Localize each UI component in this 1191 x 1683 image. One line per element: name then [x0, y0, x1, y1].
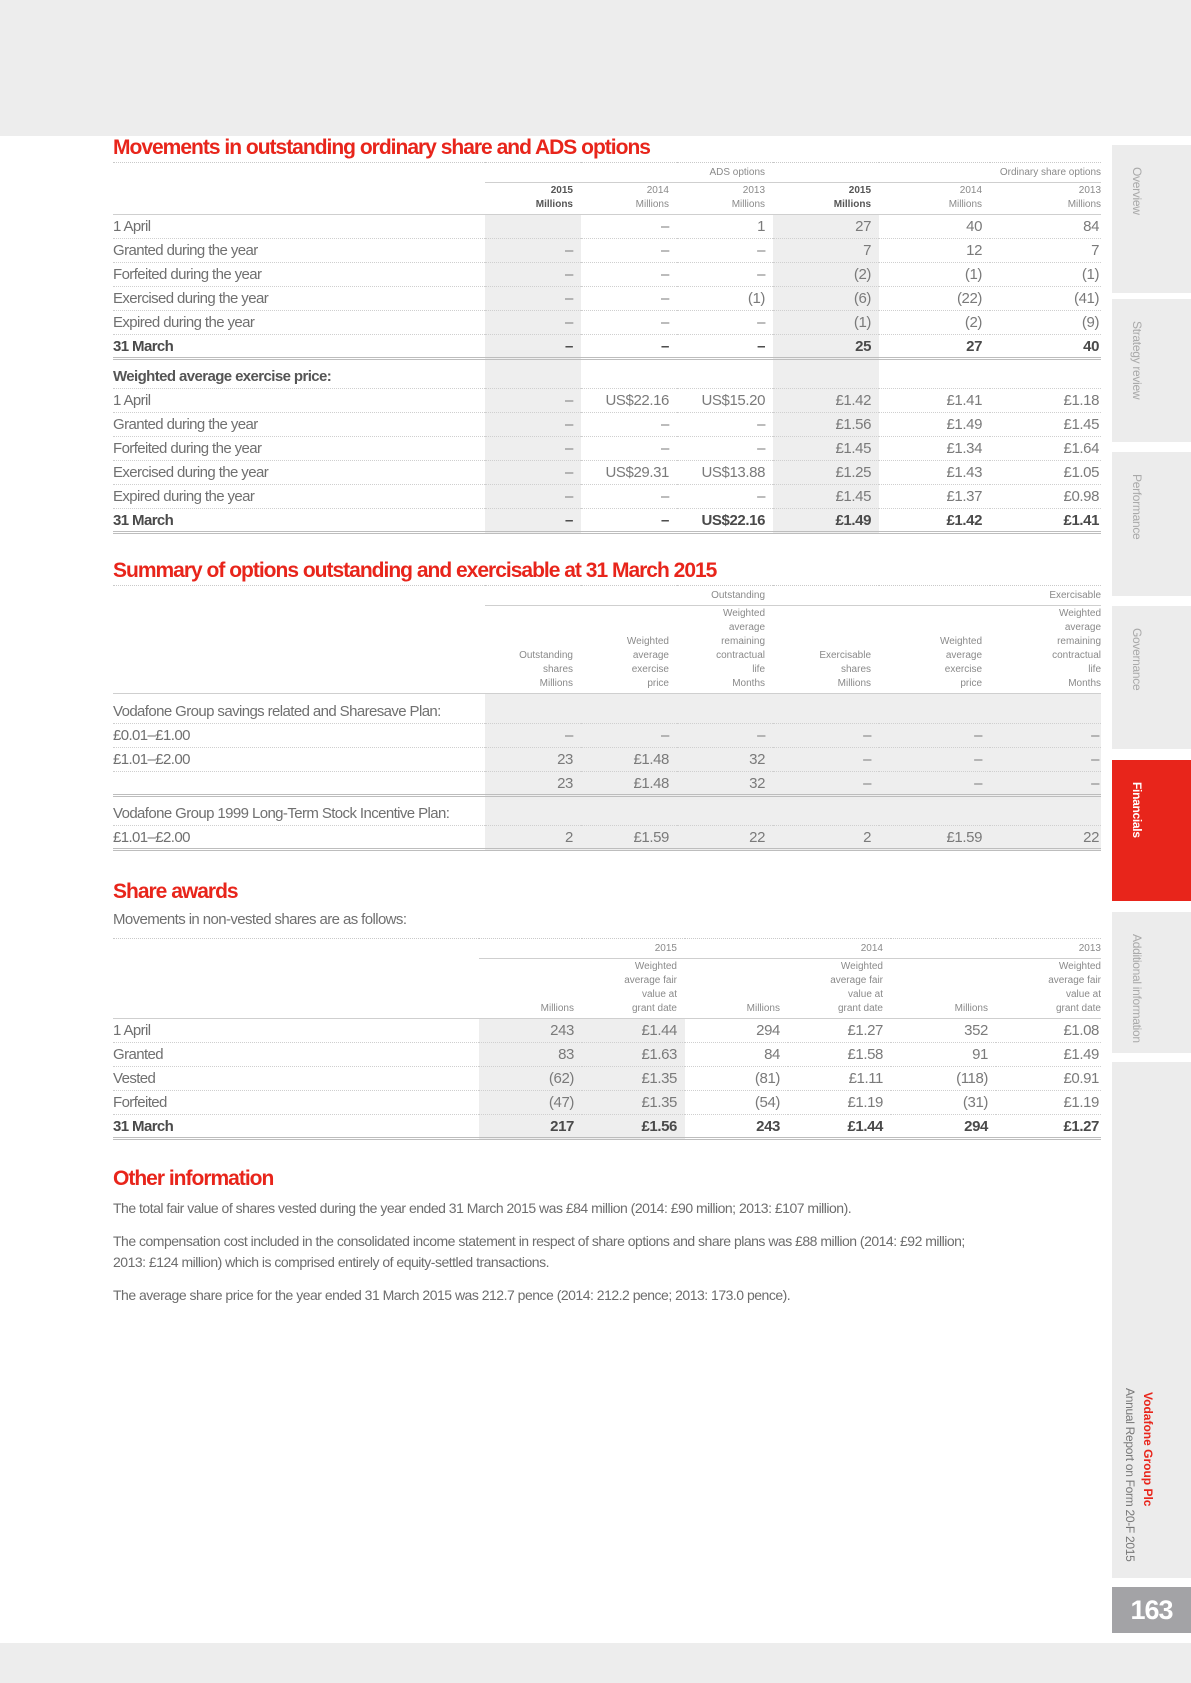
- nav-tab-strategy-review[interactable]: [1112, 299, 1191, 442]
- cell-value: –: [581, 509, 677, 533]
- cell-value: –: [581, 437, 677, 461]
- cell-value: –: [773, 748, 879, 772]
- cell-value: US$13.88: [677, 461, 773, 485]
- bottom-margin-band: [0, 1643, 1191, 1683]
- table-row: [113, 724, 1101, 748]
- table-row: [113, 485, 1101, 509]
- nav-tab-label: Financials: [1130, 782, 1144, 838]
- cell-value: (54): [685, 1091, 788, 1115]
- row-label: 31 March: [113, 509, 485, 533]
- top-margin-band: [0, 0, 1191, 136]
- row-label: 1 April: [113, 215, 485, 239]
- row-label: Granted during the year: [113, 239, 485, 263]
- group-header-2014: 2014: [685, 939, 891, 959]
- cell-value: 22: [990, 826, 1101, 850]
- cell-value: –: [485, 311, 581, 335]
- table-row: [113, 461, 1101, 485]
- table-row: [113, 263, 1101, 287]
- group-header-outstanding: Outstanding: [485, 586, 773, 606]
- cell-value: (1): [879, 263, 990, 287]
- cell-value: –: [485, 485, 581, 509]
- table-row: [113, 287, 1101, 311]
- cell-value: –: [581, 287, 677, 311]
- col-header: Weighted average fair value at grant date: [996, 959, 1101, 1019]
- cell-value: –: [485, 389, 581, 413]
- nav-tab-label: Strategy review: [1130, 321, 1144, 400]
- price-heading: Weighted average exercise price:: [113, 359, 485, 389]
- cell-value: 12: [879, 239, 990, 263]
- row-label: 31 March: [113, 1115, 479, 1139]
- cell-value: 243: [685, 1115, 788, 1139]
- row-label: Granted: [113, 1043, 479, 1067]
- cell-value: –: [677, 263, 773, 287]
- cell-value: £1.48: [581, 772, 677, 796]
- table-row: [113, 389, 1101, 413]
- cell-value: –: [677, 724, 773, 748]
- table-row: [113, 509, 1101, 533]
- paragraph: The average share price for the year ended 31 March 2015 was 212.7 pence (2014: 212.2 pence; 2013: 173.0 pence).: [113, 1287, 791, 1303]
- report-name: Annual Report on Form 20-F 2015: [1123, 1388, 1137, 1562]
- cell-value: 91: [891, 1043, 996, 1067]
- group-header-ordinary: Ordinary share options: [773, 163, 1101, 183]
- page-number: 163: [1112, 1587, 1191, 1633]
- nav-tab-label: Performance: [1130, 474, 1144, 540]
- col-header: 2014 Millions: [879, 183, 990, 215]
- col-header: Weighted average remaining contractual life Months: [990, 606, 1101, 694]
- nav-tab-financials[interactable]: [1112, 760, 1191, 901]
- col-header: Weighted average exercise price: [581, 606, 677, 694]
- cell-value: £1.34: [879, 437, 990, 461]
- group-header-2015: 2015: [479, 939, 685, 959]
- row-label: 1 April: [113, 1019, 479, 1043]
- cell-value: 23: [485, 748, 581, 772]
- cell-value: –: [990, 748, 1101, 772]
- cell-value: 7: [773, 239, 879, 263]
- cell-value: £1.35: [582, 1067, 685, 1091]
- cell-value: –: [990, 772, 1101, 796]
- cell-value: £1.42: [773, 389, 879, 413]
- cell-value: 7: [990, 239, 1101, 263]
- nav-tab-governance[interactable]: [1112, 606, 1191, 749]
- cell-value: 25: [773, 335, 879, 359]
- cell-value: 84: [990, 215, 1101, 239]
- table-row: [113, 772, 1101, 796]
- cell-value: (1): [677, 287, 773, 311]
- cell-value: £1.49: [996, 1043, 1101, 1067]
- cell-value: (31): [891, 1091, 996, 1115]
- cell-value: 294: [685, 1019, 788, 1043]
- cell-value: £1.25: [773, 461, 879, 485]
- row-label: Forfeited during the year: [113, 263, 485, 287]
- nav-tab-additional-information[interactable]: [1112, 912, 1191, 1053]
- col-header: 2013 Millions: [990, 183, 1101, 215]
- table-row: [113, 748, 1101, 772]
- row-label: Forfeited: [113, 1091, 479, 1115]
- cell-value: (1): [773, 311, 879, 335]
- cell-value: £1.41: [990, 509, 1101, 533]
- table-row: [113, 239, 1101, 263]
- table-row: [113, 1091, 1101, 1115]
- cell-value: £1.45: [773, 437, 879, 461]
- nav-tab-label: Governance: [1130, 628, 1144, 691]
- col-header: Millions: [891, 959, 996, 1019]
- cell-value: –: [581, 335, 677, 359]
- cell-value: 352: [891, 1019, 996, 1043]
- cell-value: –: [581, 263, 677, 287]
- nav-tab-overview[interactable]: [1112, 145, 1191, 293]
- group-header-ads: ADS options: [485, 163, 773, 183]
- cell-value: –: [485, 461, 581, 485]
- nav-tab-performance[interactable]: [1112, 452, 1191, 596]
- table-row: [113, 1043, 1101, 1067]
- group-header-2013: 2013: [891, 939, 1101, 959]
- cell-value: –: [879, 724, 990, 748]
- table-row: [113, 1067, 1101, 1091]
- cell-value: [485, 215, 581, 239]
- table-row: [113, 215, 1101, 239]
- cell-value: £1.49: [773, 509, 879, 533]
- cell-value: –: [677, 311, 773, 335]
- table-row: [113, 826, 1101, 850]
- cell-value: 2: [773, 826, 879, 850]
- col-header: Weighted average remaining contractual life Months: [677, 606, 773, 694]
- cell-value: £1.59: [879, 826, 990, 850]
- cell-value: £1.43: [879, 461, 990, 485]
- col-header: Weighted average fair value at grant date: [582, 959, 685, 1019]
- row-label: £0.01–£1.00: [113, 724, 485, 748]
- cell-value: £1.59: [581, 826, 677, 850]
- cell-value: £1.45: [773, 485, 879, 509]
- company-name: Vodafone Group Plc: [1141, 1392, 1155, 1507]
- col-header: Millions: [685, 959, 788, 1019]
- cell-value: –: [485, 437, 581, 461]
- cell-value: £1.27: [996, 1115, 1101, 1139]
- section-title-share-awards: Share awards: [113, 880, 238, 903]
- cell-value: (6): [773, 287, 879, 311]
- group-header-exercisable: Exercisable: [773, 586, 1101, 606]
- row-label: Exercised during the year: [113, 461, 485, 485]
- cell-value: 27: [773, 215, 879, 239]
- cell-value: £1.63: [582, 1043, 685, 1067]
- row-label: Expired during the year: [113, 485, 485, 509]
- table-row: [113, 311, 1101, 335]
- cell-value: £0.98: [990, 485, 1101, 509]
- table-row: [113, 413, 1101, 437]
- cell-value: (2): [773, 263, 879, 287]
- cell-value: –: [485, 335, 581, 359]
- cell-value: £1.27: [788, 1019, 891, 1043]
- nav-tab-label: Additional information: [1130, 934, 1144, 1043]
- summary-table: [113, 585, 1101, 851]
- cell-value: –: [581, 311, 677, 335]
- cell-value: –: [485, 287, 581, 311]
- cell-value: 243: [479, 1019, 582, 1043]
- cell-value: 83: [479, 1043, 582, 1067]
- cell-value: (62): [479, 1067, 582, 1091]
- cell-value: –: [990, 724, 1101, 748]
- row-label: Forfeited during the year: [113, 437, 485, 461]
- row-label: Vested: [113, 1067, 479, 1091]
- col-header: Millions: [479, 959, 582, 1019]
- cell-value: £1.19: [996, 1091, 1101, 1115]
- cell-value: –: [581, 215, 677, 239]
- cell-value: (41): [990, 287, 1101, 311]
- cell-value: 40: [879, 215, 990, 239]
- cell-value: £1.49: [879, 413, 990, 437]
- cell-value: –: [485, 509, 581, 533]
- cell-value: £1.05: [990, 461, 1101, 485]
- paragraph: The total fair value of shares vested during the year ended 31 March 2015 was £84 million (2014: £90 million; 2013: £107 million).: [113, 1200, 852, 1216]
- cell-value: £0.91: [996, 1067, 1101, 1091]
- cell-value: £1.08: [996, 1019, 1101, 1043]
- table-row: [113, 437, 1101, 461]
- cell-value: £1.19: [788, 1091, 891, 1115]
- cell-value: –: [879, 748, 990, 772]
- cell-value: (47): [479, 1091, 582, 1115]
- cell-value: £1.41: [879, 389, 990, 413]
- cell-value: £1.44: [582, 1019, 685, 1043]
- cell-value: 22: [677, 826, 773, 850]
- section-title-other-information: Other information: [113, 1167, 274, 1190]
- cell-value: US$15.20: [677, 389, 773, 413]
- cell-value: £1.11: [788, 1067, 891, 1091]
- cell-value: (9): [990, 311, 1101, 335]
- col-header: Weighted average fair value at grant date: [788, 959, 891, 1019]
- cell-value: US$29.31: [581, 461, 677, 485]
- row-label: £1.01–£2.00: [113, 748, 485, 772]
- cell-value: (1): [990, 263, 1101, 287]
- report-branding: [1112, 1062, 1191, 1578]
- col-header: 2013 Millions: [677, 183, 773, 215]
- row-label: 1 April: [113, 389, 485, 413]
- cell-value: 2: [485, 826, 581, 850]
- plan-heading: Vodafone Group savings related and Sharesave Plan:: [113, 694, 485, 724]
- cell-value: (118): [891, 1067, 996, 1091]
- table-row: [113, 335, 1101, 359]
- cell-value: £1.56: [773, 413, 879, 437]
- section-title-movements: Movements in outstanding ordinary share and ADS options: [113, 136, 650, 159]
- cell-value: –: [677, 335, 773, 359]
- cell-value: US$22.16: [581, 389, 677, 413]
- table-row: [113, 1115, 1101, 1139]
- cell-value: –: [677, 239, 773, 263]
- cell-value: –: [773, 724, 879, 748]
- col-header: 2014 Millions: [581, 183, 677, 215]
- cell-value: £1.56: [582, 1115, 685, 1139]
- cell-value: –: [879, 772, 990, 796]
- cell-value: –: [773, 772, 879, 796]
- cell-value: 1: [677, 215, 773, 239]
- cell-value: –: [581, 485, 677, 509]
- row-label: [113, 772, 485, 796]
- cell-value: 32: [677, 748, 773, 772]
- col-header: Exercisable shares Millions: [773, 606, 879, 694]
- cell-value: 32: [677, 772, 773, 796]
- cell-value: –: [581, 413, 677, 437]
- page-content: [113, 136, 1101, 1318]
- cell-value: £1.44: [788, 1115, 891, 1139]
- cell-value: £1.45: [990, 413, 1101, 437]
- row-label: Exercised during the year: [113, 287, 485, 311]
- cell-value: 84: [685, 1043, 788, 1067]
- cell-value: £1.18: [990, 389, 1101, 413]
- table-row: [113, 1019, 1101, 1043]
- row-label: Expired during the year: [113, 311, 485, 335]
- paragraph: The compensation cost included in the consolidated income statement in respect of share options and share plans was £88 million (2014: £92 million; 2013: £124 million) which is comprised entirely of equity-settled transactions.: [113, 1233, 965, 1270]
- cell-value: £1.58: [788, 1043, 891, 1067]
- cell-value: –: [581, 239, 677, 263]
- cell-value: –: [677, 485, 773, 509]
- cell-value: £1.42: [879, 509, 990, 533]
- col-header: Outstanding shares Millions: [485, 606, 581, 694]
- share-awards-intro: Movements in non-vested shares are as follows:: [113, 911, 407, 928]
- row-label: Granted during the year: [113, 413, 485, 437]
- movements-table: [113, 162, 1101, 534]
- row-label: 31 March: [113, 335, 485, 359]
- cell-value: (2): [879, 311, 990, 335]
- cell-value: 40: [990, 335, 1101, 359]
- cell-value: 217: [479, 1115, 582, 1139]
- cell-value: £1.64: [990, 437, 1101, 461]
- share-awards-table: [113, 938, 1101, 1140]
- cell-value: (81): [685, 1067, 788, 1091]
- cell-value: –: [485, 413, 581, 437]
- cell-value: –: [677, 437, 773, 461]
- cell-value: £1.37: [879, 485, 990, 509]
- cell-value: –: [581, 724, 677, 748]
- cell-value: –: [677, 413, 773, 437]
- cell-value: –: [485, 724, 581, 748]
- col-header: 2015 Millions: [485, 183, 581, 215]
- cell-value: 294: [891, 1115, 996, 1139]
- row-label: £1.01–£2.00: [113, 826, 485, 850]
- cell-value: £1.48: [581, 748, 677, 772]
- cell-value: US$22.16: [677, 509, 773, 533]
- cell-value: –: [485, 263, 581, 287]
- nav-tab-label: Overview: [1130, 167, 1144, 215]
- cell-value: 23: [485, 772, 581, 796]
- section-title-summary: Summary of options outstanding and exercisable at 31 March 2015: [113, 559, 717, 582]
- cell-value: (22): [879, 287, 990, 311]
- col-header: Weighted average exercise price: [879, 606, 990, 694]
- cell-value: –: [485, 239, 581, 263]
- cell-value: 27: [879, 335, 990, 359]
- col-header: 2015 Millions: [773, 183, 879, 215]
- plan-heading: Vodafone Group 1999 Long-Term Stock Incentive Plan:: [113, 796, 485, 826]
- cell-value: £1.35: [582, 1091, 685, 1115]
